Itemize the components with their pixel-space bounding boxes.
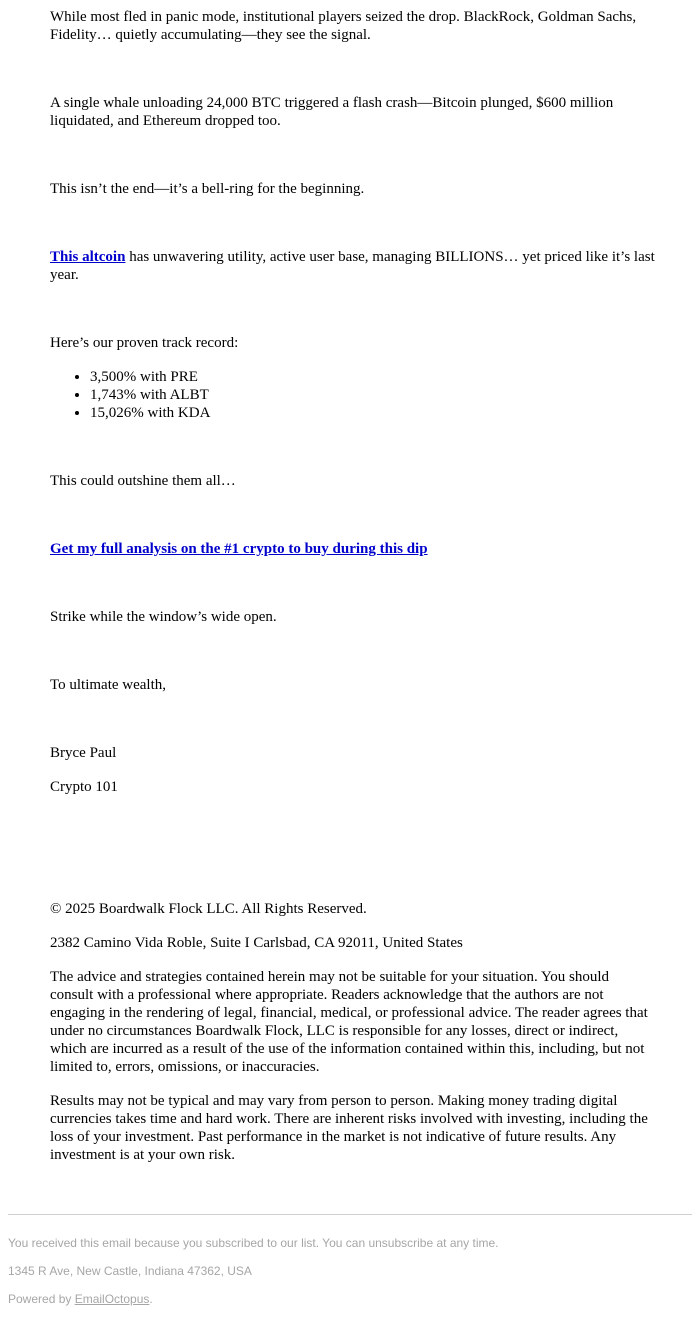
powered-by-suffix: . xyxy=(149,1292,153,1306)
track-record-intro: Here’s our proven track record: xyxy=(50,335,239,351)
paragraph-whale: A single whale unloading 24,000 BTC triggered a flash crash—Bitcoin plunged, $600 million liquidated, and Ethereum dropped too. xyxy=(50,95,614,129)
paragraph-bell-ring: This isn’t the end—it’s a bell-ring for the beginning. xyxy=(50,181,365,197)
powered-by xyxy=(8,1292,153,1306)
company-address: 2382 Camino Vida Roble, Suite I Carlsbad, CA 92011, United States xyxy=(50,935,463,951)
paragraph-institutional: While most fled in panic mode, institutional players seized the drop. BlackRock, Goldman Sachs, Fidelity… quietly accumulating—they see the signal. xyxy=(50,9,637,43)
list-item: • 15,026% with KDA xyxy=(90,404,695,422)
powered-by-prefix: Powered by xyxy=(8,1292,75,1306)
list-item: • 3,500% with PRE xyxy=(90,368,695,386)
signature-org: Crypto 101 xyxy=(50,779,118,795)
altcoin-link[interactable]: This altcoin xyxy=(50,249,126,265)
emailoctopus-link[interactable]: EmailOctopus xyxy=(74,1292,150,1306)
cta-paragraph xyxy=(50,540,655,558)
footer-divider xyxy=(8,1214,692,1215)
full-analysis-link[interactable]: Get my full analysis on the #1 crypto to buy during this dip xyxy=(50,541,428,557)
paragraph-strike: Strike while the window’s wide open. xyxy=(50,609,277,625)
altcoin-description: has unwavering utility, active user base, managing BILLIONS… yet priced like it’s last year. xyxy=(50,249,655,283)
footer-address: 1345 R Ave, New Castle, Indiana 47362, USA xyxy=(8,1264,252,1278)
copyright: © 2025 Boardwalk Flock LLC. All Rights Reserved. xyxy=(50,901,367,917)
subscribed-notice: You received this email because you subscribed to our list. You can unsubscribe at any time. xyxy=(8,1236,499,1250)
closing-line: To ultimate wealth, xyxy=(50,677,167,693)
paragraph-altcoin xyxy=(50,248,655,284)
signature-name: Bryce Paul xyxy=(50,745,117,761)
list-item: • 1,743% with ALBT xyxy=(90,386,695,404)
paragraph-outshine: This could outshine them all… xyxy=(50,473,236,489)
disclaimer-advice: The advice and strategies contained herein may not be suitable for your situation. You should consult with a professional where appropriate. Readers acknowledge that the authors are not engaging in the rendering of legal, financial, medical, or professional advice. The reader agrees that under no circumstances Boardwalk Flock, LLC is responsible for any losses, direct or indirect, which are incurred as a result of the use of the information contained within this, including, but not limited to, errors, omissions, or inaccuracies. xyxy=(50,969,648,1075)
track-record-list xyxy=(50,368,695,422)
disclaimer-results: Results may not be typical and may vary from person to person. Making money trading digital currencies takes time and hard work. There are inherent risks involved with investing, including the loss of your investment. Past performance in the market is not indicative of future results. Any investment is at your own risk. xyxy=(50,1093,648,1163)
